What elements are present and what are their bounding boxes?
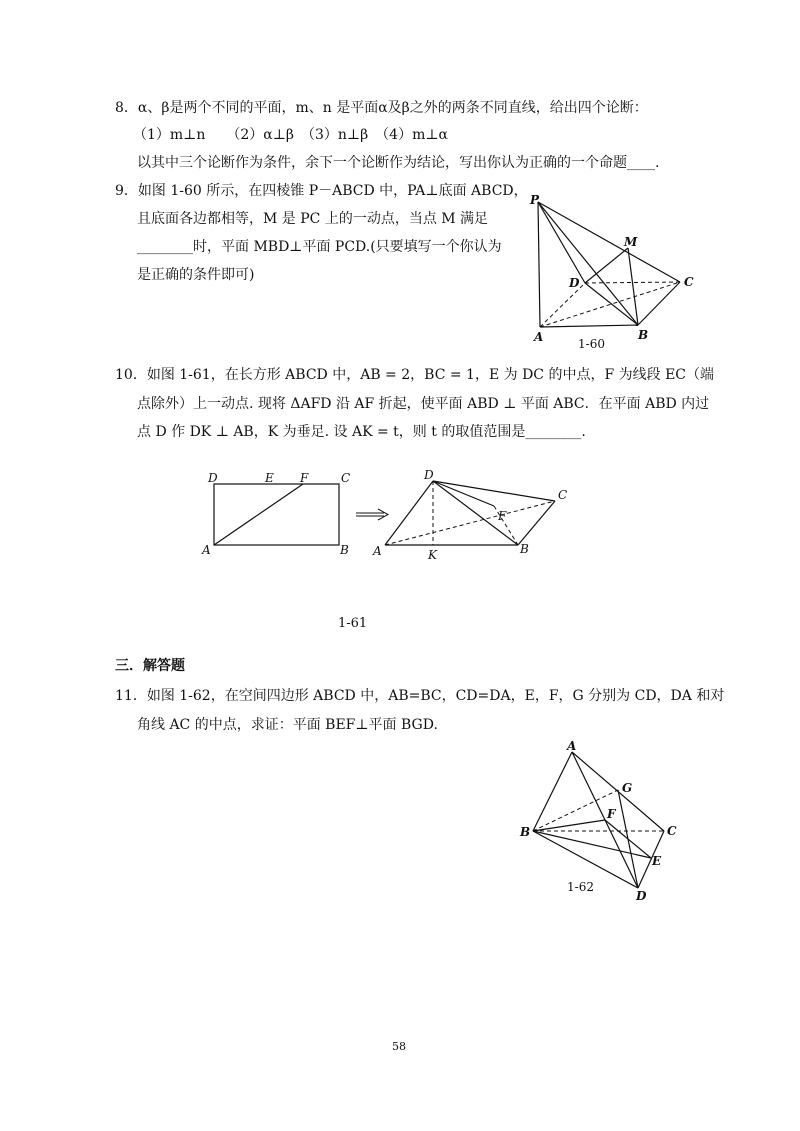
l-label-B: B [340,543,349,557]
q9-line3: ________时，平面 MBD⊥平面 PCD.(只要填写一个你认为 [137,239,502,255]
caption-1-61: 1-61 [338,616,368,631]
q10-line2: 点除外）上一动点. 现将 ΔAFD 沿 AF 折起，使平面 ABD ⊥ 平面 ABC．在平面 ABD 内过 [137,396,710,412]
caption-1-60: 1-60 [578,337,605,351]
label-C-62: C [667,824,677,838]
l-label-A: A [202,543,211,557]
section-title: 三．解答题 [115,658,185,674]
q8-options: （1）m⊥n （2）α⊥β （3）n⊥β （4）m⊥α [133,127,448,143]
r-label-B: B [520,542,529,556]
q10-line3: 点 D 作 DK ⊥ AB，K 为垂足. 设 AK = t，则 t 的取值范围是________. [137,424,586,440]
label-A-62: A [567,739,577,753]
l-label-C: C [341,471,351,485]
l-label-E: E [265,471,274,485]
r-label-K: K [428,548,437,562]
r-label-F: F [498,509,507,523]
q8-stem: 8．α、β是两个不同的平面，m、n 是平面α及β之外的两条不同直线，给出四个论断： [115,100,648,116]
r-label-A: A [373,544,382,558]
label-A: A [534,330,544,344]
q11-line1: 11．如图 1-62，在空间四边形 ABCD 中，AB=BC，CD=DA，E，F，G 分别为 CD，DA 和对 [115,688,725,704]
page-number: 58 [392,1040,406,1053]
l-label-F: F [300,471,309,485]
l-label-D: D [208,471,218,485]
q8-instruction: 以其中三个论断作为条件，余下一个论断作为结论，写出你认为正确的一个命题____. [137,155,660,171]
q9-line2: 且底面各边都相等，M 是 PC 上的一动点，当点 M 满足 [137,211,489,227]
label-C: C [684,275,694,289]
label-G-62: G [622,781,633,795]
label-E-62: E [652,854,662,868]
q10-line1: 10．如图 1-61，在长方形 ABCD 中，AB = 2，BC = 1，E 为 DC 的中点，F 为线段 EC（端 [115,367,714,383]
label-D-62: D [636,889,647,903]
label-D: D [569,276,580,290]
label-F-62: F [607,807,616,821]
r-label-D: D [424,468,434,482]
caption-1-62: 1-62 [567,880,594,894]
label-M: M [624,235,638,249]
label-B: B [638,328,649,342]
q9-line1: 9．如图 1-60 所示，在四棱锥 P－ABCD 中，PA⊥底面 ABCD， [115,183,528,199]
label-B-62: B [520,825,531,839]
r-label-C: C [558,488,568,502]
q11-line2: 角线 AC 的中点，求证：平面 BEF⊥平面 BGD. [137,717,438,733]
q9-line4: 是正确的条件即可) [137,267,255,283]
label-P: P [530,193,540,207]
